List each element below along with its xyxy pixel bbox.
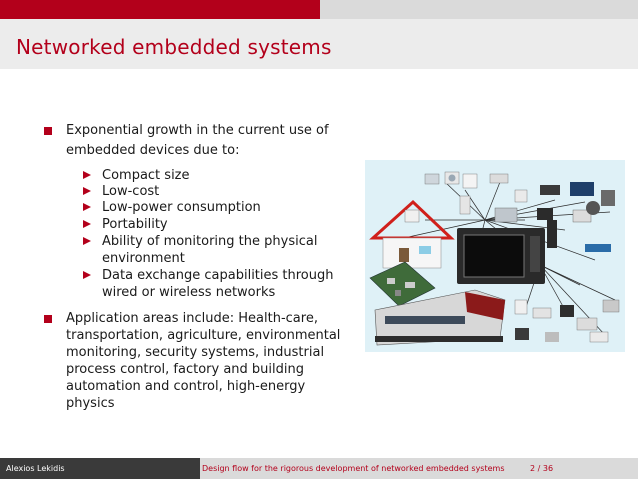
bullet1-line2: embedded devices due to: <box>66 143 240 158</box>
subbullet-triangle-icon <box>83 271 91 279</box>
subbullet-triangle-icon <box>83 171 91 179</box>
bullet2-line1: Application areas include: Health-care, <box>66 311 318 326</box>
bullet2-line5: automation and control, high-energy <box>66 379 306 394</box>
microwave-icon <box>457 228 545 284</box>
subitem-portability: Portability <box>102 217 168 232</box>
footer-page-number: 2 / 36 <box>530 464 554 473</box>
subitem-low-power: Low-power consumption <box>102 200 261 215</box>
footer <box>0 458 638 479</box>
subitem-compact-size: Compact size <box>102 168 190 183</box>
bullet2-line2: transportation, agriculture, environmental <box>66 328 341 343</box>
subitem-low-cost: Low-cost <box>102 184 160 199</box>
subbullet-triangle-icon <box>83 203 91 211</box>
footer-talk-title: Design flow for the rigorous development of networked embedded systems <box>202 464 505 473</box>
networked-devices-illustration <box>365 160 625 352</box>
subitem-monitoring-line1: Ability of monitoring the physical <box>102 234 318 249</box>
subbullet-triangle-icon <box>83 187 91 195</box>
subitem-data-exchange-line2: wired or wireless networks <box>102 285 276 300</box>
bullet2-line6: physics <box>66 396 115 411</box>
bullet-square-icon <box>44 127 52 135</box>
bullet-square-icon <box>44 315 52 323</box>
circuit-board-icon <box>370 262 435 306</box>
bullet1-line1: Exponential growth in the current use of <box>66 123 329 138</box>
subbullet-triangle-icon <box>83 220 91 228</box>
devices-diagram-svg <box>365 160 625 352</box>
subbullet-triangle-icon <box>83 237 91 245</box>
footer-author: Alexios Lekidis <box>6 464 65 473</box>
gadget-icons <box>515 300 619 342</box>
slide-title: Networked embedded systems <box>16 35 332 59</box>
footer-title-panel <box>200 458 638 479</box>
subitem-data-exchange-line1: Data exchange capabilities through <box>102 268 334 283</box>
bullet2-line4: process control, factory and building <box>66 362 304 377</box>
footer-author-panel <box>0 458 200 479</box>
subitem-monitoring-line2: environment <box>102 251 185 266</box>
bullet2-line3: monitoring, security systems, industrial <box>66 345 325 360</box>
